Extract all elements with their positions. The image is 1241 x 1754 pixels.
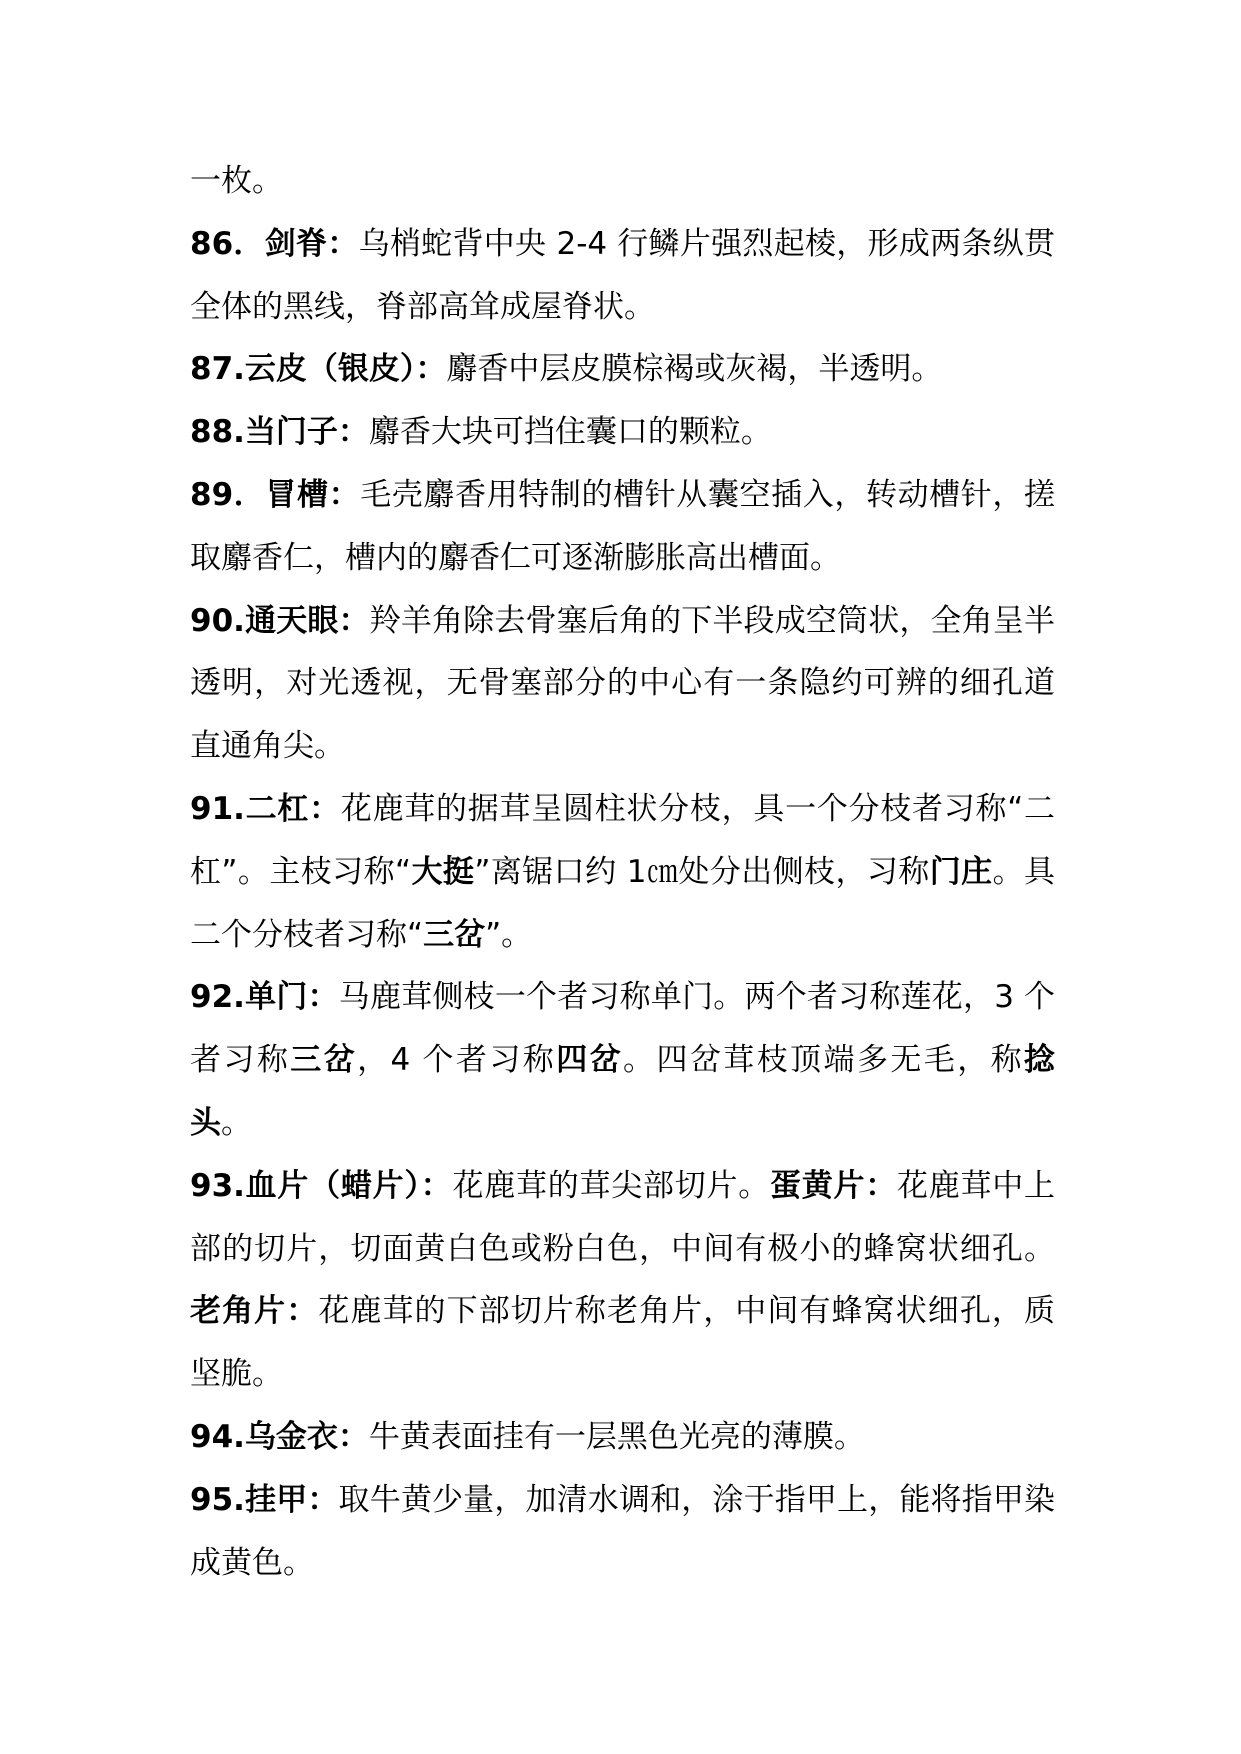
definition-text: 马鹿茸侧枝一个者习称单门。两个者习称莲花，3 个者习称: [190, 979, 1055, 1079]
definition-text: 。具二个分枝者习称“: [190, 853, 1055, 953]
definition-text: 取牛黄少量，加清水调和，涂于指甲上，能将指甲染成黄色。: [190, 1481, 1055, 1581]
term-heading: 90.通天眼：: [190, 602, 370, 639]
definition-text: 牛黄表面挂有一层黑色光亮的薄膜。: [368, 1418, 865, 1455]
bold-term: 门庄: [929, 853, 993, 890]
bold-term: 大挺: [411, 853, 475, 890]
entry-87: [190, 338, 1055, 401]
entry-89: [190, 464, 1055, 590]
definition-text: 花鹿茸的茸尖部切片。: [452, 1167, 770, 1204]
bold-term: 捻头: [190, 1042, 1056, 1141]
paragraph-1: [190, 150, 1055, 213]
definition-text: 麝香中层皮膜棕褐或灰褐，半透明。: [446, 351, 943, 388]
bold-term: 三岔: [290, 1042, 358, 1079]
term-heading: 88.当门子：: [190, 414, 369, 451]
text-run: 一枚。: [190, 163, 283, 199]
definition-text: 花鹿茸的下部切片称老角片，中间有蜂窝状细孔，质坚脆。: [190, 1293, 1056, 1393]
entry-90: [190, 590, 1055, 778]
bold-term: 四岔: [556, 1042, 624, 1079]
definition-text: 麝香大块可挡住囊口的颗粒。: [368, 414, 772, 451]
bold-term: 老角片：: [190, 1293, 319, 1330]
entry-91: [190, 778, 1055, 966]
term-heading: 93.血片（蜡片）：: [190, 1167, 453, 1204]
definition-text: ，4 个者习称: [357, 1042, 557, 1079]
definition-text: 乌梢蛇背中央 2-4 行鳞片强烈起棱，形成两条纵贯全体的黑线，脊部高耸成屋脊状。: [190, 225, 1056, 325]
entry-86: [190, 213, 1055, 339]
document-page: [190, 150, 1055, 1594]
definition-text: 花鹿茸的据茸呈圆柱状分枝，具一个分枝者习称“二杠”。主枝习称“: [190, 790, 1055, 890]
entry-93: [190, 1155, 1055, 1406]
entry-94: [190, 1406, 1055, 1469]
definition-text: 花鹿茸中上部的切片，切面黄白色或粉白色，中间有极小的蜂窝状细孔。: [190, 1167, 1056, 1267]
bold-term: 蛋黄片：: [769, 1167, 897, 1204]
term-heading: 89．冒槽：: [190, 476, 361, 513]
entry-88: [190, 401, 1055, 464]
term-heading: 87.云皮（银皮）：: [190, 351, 447, 388]
term-heading: 92.单门：: [190, 979, 339, 1016]
term-heading: 94.乌金衣：: [190, 1418, 369, 1455]
entry-95: [190, 1469, 1055, 1595]
definition-text: ”。: [485, 916, 533, 953]
bold-term: 三岔: [423, 916, 486, 953]
entry-92: [190, 966, 1055, 1154]
definition-text: ”离锯口约 1㎝处分出侧枝，习称: [474, 853, 930, 890]
definition-text: 。四岔茸枝顶端多无毛，称: [623, 1042, 1025, 1079]
definition-text: 毛壳麝香用特制的槽针从囊空插入，转动槽针，搓取麝香仁，槽内的麝香仁可逐渐膨胀高出槽面。: [190, 476, 1056, 576]
definition-text: 。: [221, 1104, 252, 1141]
definition-text: 羚羊角除去骨塞后角的下半段成空筒状，全角呈半透明，对光透视，无骨塞部分的中心有一条隐约可辨的细孔道直通角尖。: [190, 602, 1055, 765]
term-heading: 86．剑脊：: [190, 225, 359, 262]
term-heading: 91.二杠：: [190, 790, 341, 827]
term-heading: 95.挂甲：: [190, 1481, 339, 1518]
